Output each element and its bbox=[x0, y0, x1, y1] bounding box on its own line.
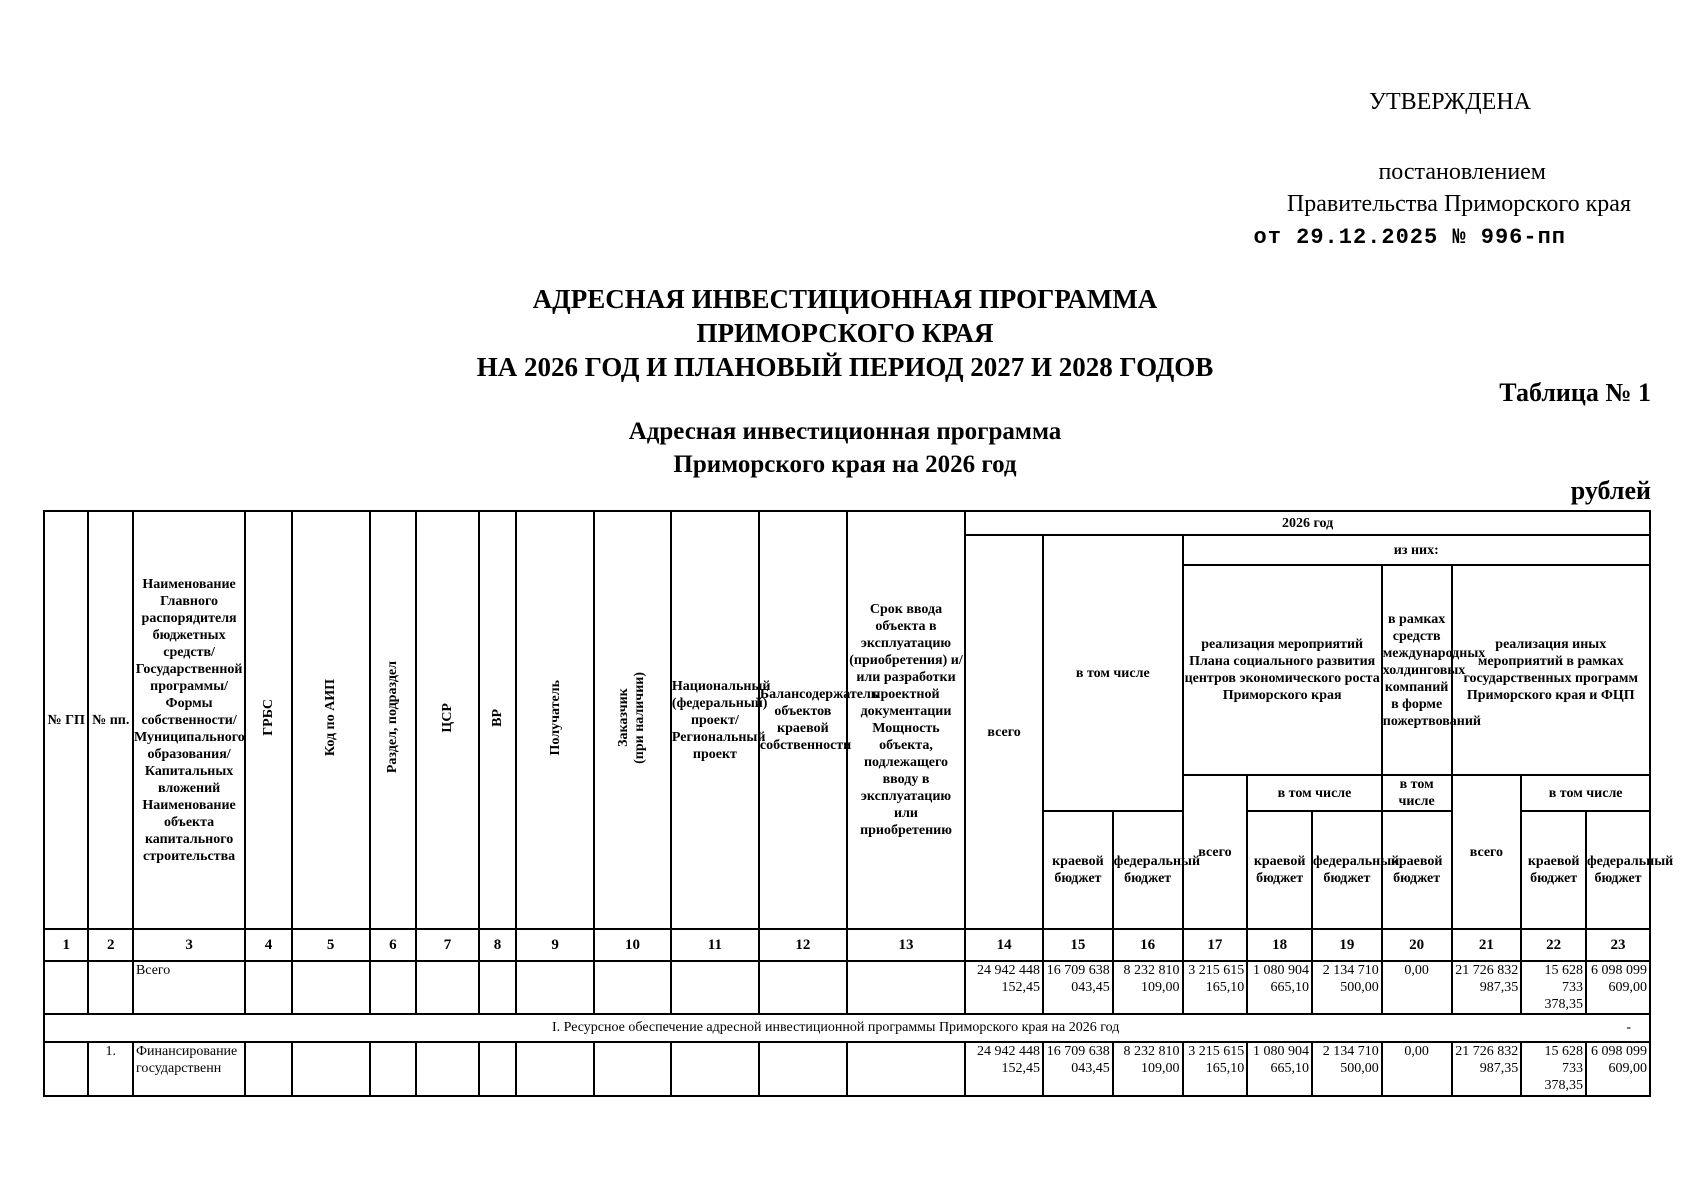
header-csr bbox=[416, 511, 479, 929]
cell-total-federal: 8 232 810 109,00 bbox=[1113, 1042, 1183, 1096]
header-aip-code-text: Код по АИП bbox=[323, 678, 339, 757]
approval-line-resolution: постановлением bbox=[1378, 159, 1546, 185]
header-pp: № пп. bbox=[88, 511, 132, 929]
cell-intl-regional: 0,00 bbox=[1382, 961, 1452, 1014]
column-number: 8 bbox=[479, 929, 516, 961]
column-number: 14 bbox=[965, 929, 1043, 961]
header-section-text: Раздел, подраздел bbox=[385, 661, 401, 774]
cell-plan-regional: 1 080 904 665,10 bbox=[1247, 961, 1312, 1014]
cell-other-federal: 6 098 099 609,00 bbox=[1586, 961, 1650, 1014]
cell-plan-federal: 2 134 710 500,00 bbox=[1312, 1042, 1382, 1096]
table-row-section bbox=[44, 1014, 1650, 1042]
cell-vr bbox=[479, 1042, 516, 1096]
column-number: 1 bbox=[44, 929, 88, 961]
table-number-label: Таблица № 1 bbox=[1499, 378, 1651, 407]
column-number: 5 bbox=[292, 929, 370, 961]
header-customer-note: (при наличии) bbox=[632, 671, 648, 764]
cell-intl-regional: 0,00 bbox=[1382, 1042, 1452, 1096]
cell-vr bbox=[479, 961, 516, 1014]
cell-other-total: 21 726 832 987,35 bbox=[1452, 961, 1522, 1014]
approval-line-government: Правительства Приморского края bbox=[1286, 191, 1631, 217]
table-title bbox=[470, 415, 1220, 481]
header-name: Наименование Главного распорядителя бюджетных средств/Государственной программы/Формы собственности/Муниципального образования/Капитальных вложений Наименование объекта капитального строительства bbox=[133, 511, 245, 929]
cell-name-total: Всего bbox=[133, 961, 245, 1014]
cell-total-all: 24 942 448 152,45 bbox=[965, 961, 1043, 1014]
cell-other-total: 21 726 832 987,35 bbox=[1452, 1042, 1522, 1096]
document-title-line-3: НА 2026 ГОД И ПЛАНОВЫЙ ПЕРИОД 2027 И 2028 ГОДОВ bbox=[476, 352, 1214, 382]
cell-csr bbox=[416, 1042, 479, 1096]
cell-holder bbox=[759, 1042, 847, 1096]
column-number: 15 bbox=[1043, 929, 1113, 961]
cell-other-regional: 15 628 733 378,35 bbox=[1521, 961, 1586, 1014]
header-other-including: в том числе bbox=[1521, 775, 1650, 811]
header-including: в том числе bbox=[1043, 535, 1183, 811]
header-customer bbox=[594, 511, 671, 929]
header-gp: № ГП bbox=[44, 511, 88, 929]
header-vr-text: ВР bbox=[490, 708, 505, 727]
section-heading-dash: - bbox=[1626, 1020, 1631, 1035]
header-intl-regional-budget: краевой бюджет bbox=[1382, 811, 1452, 929]
cell-total-federal: 8 232 810 109,00 bbox=[1113, 961, 1183, 1014]
cell-customer bbox=[594, 961, 671, 1014]
cell-term bbox=[847, 1042, 965, 1096]
header-csr-text: ЦСР bbox=[439, 702, 455, 733]
header-other-total: всего bbox=[1452, 775, 1522, 929]
table-title-line-1: Адресная инвестиционная программа bbox=[628, 418, 1062, 445]
cell-term bbox=[847, 961, 965, 1014]
column-number: 10 bbox=[594, 929, 671, 961]
column-number: 21 bbox=[1452, 929, 1522, 961]
header-year: 2026 год bbox=[965, 511, 1650, 535]
header-plan-federal-budget: федеральный бюджет bbox=[1312, 811, 1382, 929]
cell-pp: 1. bbox=[88, 1042, 132, 1096]
approval-line-date-number: от 29.12.2025 № 996-пп bbox=[1253, 225, 1566, 250]
investment-program-table bbox=[43, 510, 1674, 1097]
cell-total-all: 24 942 448 152,45 bbox=[965, 1042, 1043, 1096]
header-regional-budget: краевой бюджет bbox=[1043, 811, 1113, 929]
header-plan-including: в том числе bbox=[1247, 775, 1381, 811]
cell-recipient bbox=[516, 1042, 594, 1096]
header-recipient-text: Получатель bbox=[547, 679, 563, 756]
cell-section bbox=[370, 961, 417, 1014]
header-grbs bbox=[245, 511, 292, 929]
cell-name-first: Финансирование государственн bbox=[133, 1042, 245, 1096]
header-other-regional-budget: краевой бюджет bbox=[1521, 811, 1586, 929]
cell-plan-regional: 1 080 904 665,10 bbox=[1247, 1042, 1312, 1096]
header-holder: Балансодержатель объектов краевой собственности bbox=[759, 511, 847, 929]
header-other: реализация иных мероприятий в рамках государственных программ Приморского края и ФЦП bbox=[1452, 565, 1650, 775]
table-row-first bbox=[44, 1042, 1650, 1096]
header-term: Срок ввода объекта в эксплуатацию (приобретения) и/или разработки проектной документации Мощность объекта, подлежащего вводу в эксплуатацию или приобретению bbox=[847, 511, 965, 929]
table-row-total bbox=[44, 961, 1650, 1014]
document-title bbox=[390, 282, 1300, 384]
column-number: 20 bbox=[1382, 929, 1452, 961]
header-plan-regional-budget: краевой бюджет bbox=[1247, 811, 1312, 929]
column-number: 6 bbox=[370, 929, 417, 961]
header-of-them: из них: bbox=[1183, 535, 1650, 565]
header-project: Национальный (федеральный) проект/ Региональный проект bbox=[671, 511, 759, 929]
column-number: 17 bbox=[1183, 929, 1248, 961]
header-vr bbox=[479, 511, 516, 929]
cell-grbs bbox=[245, 1042, 292, 1096]
header-customer-text bbox=[616, 672, 648, 764]
document-title-line-1: АДРЕСНАЯ ИНВЕСТИЦИОННАЯ ПРОГРАММА bbox=[532, 284, 1158, 314]
header-intl: в рамках средств международных холдинговых компаний в форме пожертвований bbox=[1382, 565, 1452, 775]
header-plan: реализация мероприятий Плана социального развития центров экономического роста Приморского края bbox=[1183, 565, 1382, 775]
column-number: 2 bbox=[88, 929, 132, 961]
column-number: 23 bbox=[1586, 929, 1650, 961]
cell-project bbox=[671, 961, 759, 1014]
column-numbers-row bbox=[44, 929, 1650, 961]
column-number: 11 bbox=[671, 929, 759, 961]
cell-csr bbox=[416, 961, 479, 1014]
header-customer-label: Заказчик bbox=[616, 688, 632, 747]
header-recipient bbox=[516, 511, 594, 929]
cell-aip bbox=[292, 1042, 370, 1096]
table-title-line-2: Приморского края на 2026 год bbox=[673, 451, 1017, 478]
column-number: 3 bbox=[133, 929, 245, 961]
cell-plan-federal: 2 134 710 500,00 bbox=[1312, 961, 1382, 1014]
header-aip-code bbox=[292, 511, 370, 929]
cell-pp bbox=[88, 961, 132, 1014]
column-number: 18 bbox=[1247, 929, 1312, 961]
column-number: 13 bbox=[847, 929, 965, 961]
header-section bbox=[370, 511, 417, 929]
cell-section bbox=[370, 1042, 417, 1096]
cell-other-federal: 6 098 099 609,00 bbox=[1586, 1042, 1650, 1096]
document-title-line-2: ПРИМОРСКОГО КРАЯ bbox=[696, 318, 994, 348]
cell-plan-total: 3 215 615 165,10 bbox=[1183, 961, 1248, 1014]
approval-title: УТВЕРЖДЕНА bbox=[1368, 89, 1531, 115]
section-heading-text: I. Ресурсное обеспечение адресной инвестиционной программы Приморского края на 2026 год bbox=[551, 1020, 1120, 1035]
column-number: 4 bbox=[245, 929, 292, 961]
column-number: 9 bbox=[516, 929, 594, 961]
cell-other-regional: 15 628 733 378,35 bbox=[1521, 1042, 1586, 1096]
cell-total-regional: 16 709 638 043,45 bbox=[1043, 1042, 1113, 1096]
cell-gp bbox=[44, 1042, 88, 1096]
cell-holder bbox=[759, 961, 847, 1014]
cell-total-regional: 16 709 638 043,45 bbox=[1043, 961, 1113, 1014]
cell-project bbox=[671, 1042, 759, 1096]
cell-recipient bbox=[516, 961, 594, 1014]
column-number: 22 bbox=[1521, 929, 1586, 961]
cell-customer bbox=[594, 1042, 671, 1096]
header-intl-including: в том числе bbox=[1382, 775, 1452, 811]
cell-grbs bbox=[245, 961, 292, 1014]
column-number: 19 bbox=[1312, 929, 1382, 961]
column-number: 7 bbox=[416, 929, 479, 961]
section-heading bbox=[44, 1014, 1650, 1042]
column-number: 12 bbox=[759, 929, 847, 961]
header-federal-budget: федеральный бюджет bbox=[1113, 811, 1183, 929]
header-total: всего bbox=[965, 535, 1043, 929]
cell-aip bbox=[292, 961, 370, 1014]
units-label: рублей bbox=[1570, 476, 1651, 505]
cell-plan-total: 3 215 615 165,10 bbox=[1183, 1042, 1248, 1096]
column-number: 16 bbox=[1113, 929, 1183, 961]
header-grbs-text: ГРБС bbox=[260, 699, 276, 736]
header-other-federal-budget: федеральный бюджет bbox=[1586, 811, 1650, 929]
header-plan-total: всего bbox=[1183, 775, 1248, 929]
cell-gp bbox=[44, 961, 88, 1014]
